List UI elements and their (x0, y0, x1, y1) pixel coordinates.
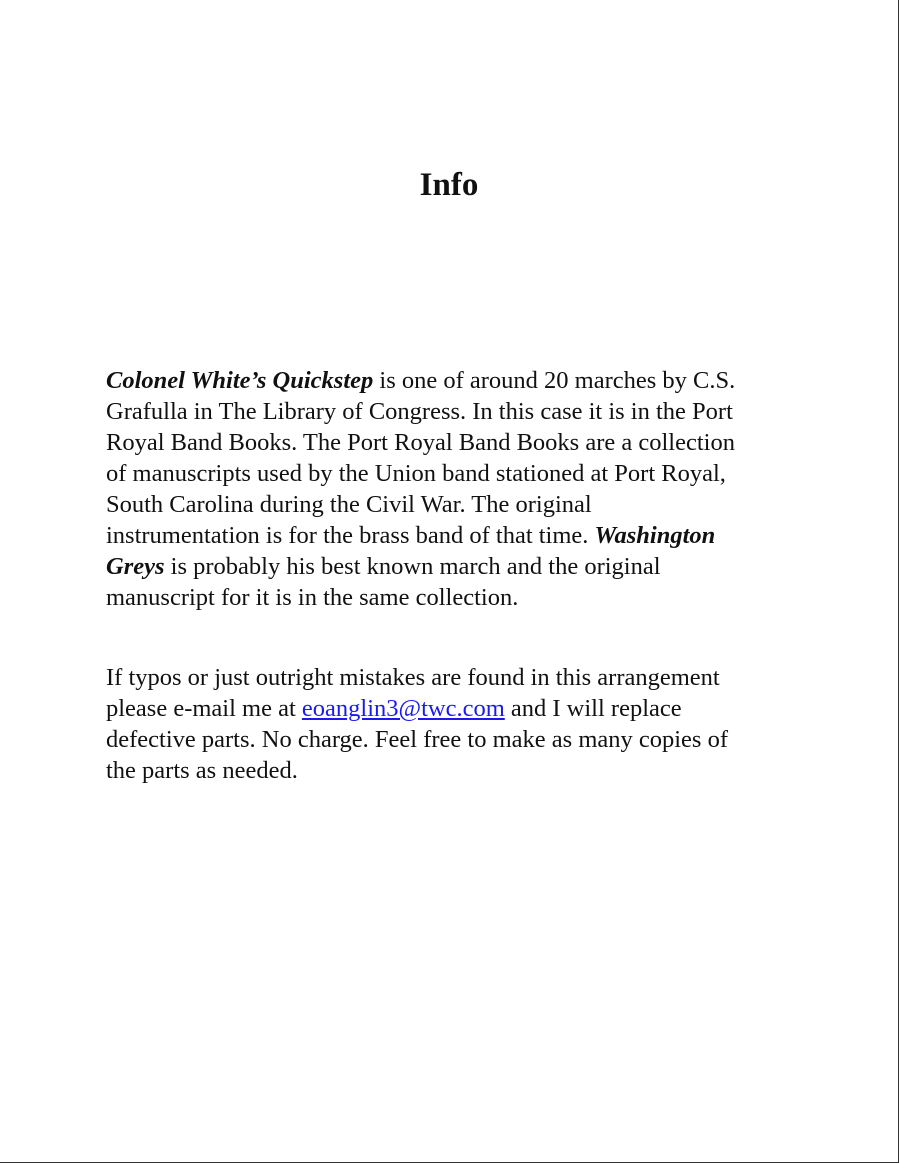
text-line: manuscript for it is in the same collection. (106, 584, 519, 611)
text-line (106, 365, 806, 396)
text-span: is probably his best known march and the original (164, 553, 661, 580)
info-paragraph (106, 365, 806, 613)
page-title: Info (419, 167, 479, 203)
text-line: Royal Band Books. The Port Royal Band Books are a collection (106, 429, 735, 456)
contact-paragraph (106, 662, 806, 786)
text-span: and I will replace (504, 695, 682, 722)
text-span: please e-mail me at (106, 695, 302, 722)
march-title-colonel-whites-quickstep: Colonel White’s Quickstep (106, 367, 374, 394)
march-title-washington: Washington (594, 522, 716, 549)
text-span: is one of around 20 marches by C.S. (373, 367, 736, 394)
text-span: instrumentation is for the brass band of that time. (106, 522, 595, 549)
text-line: defective parts. No charge. Feel free to make as many copies of (106, 726, 728, 753)
email-link[interactable]: eoanglin3@twc.com (301, 695, 505, 722)
march-title-greys: Greys (106, 553, 165, 580)
text-line: South Carolina during the Civil War. The original (106, 491, 592, 518)
text-line (106, 551, 806, 582)
text-line: of manuscripts used by the Union band stationed at Port Royal, (106, 460, 726, 487)
text-line (106, 693, 806, 724)
text-line: If typos or just outright mistakes are found in this arrangement (106, 664, 720, 691)
text-line (106, 520, 806, 551)
text-line: the parts as needed. (106, 757, 298, 784)
text-line: Grafulla in The Library of Congress. In this case it is in the Port (106, 398, 733, 425)
